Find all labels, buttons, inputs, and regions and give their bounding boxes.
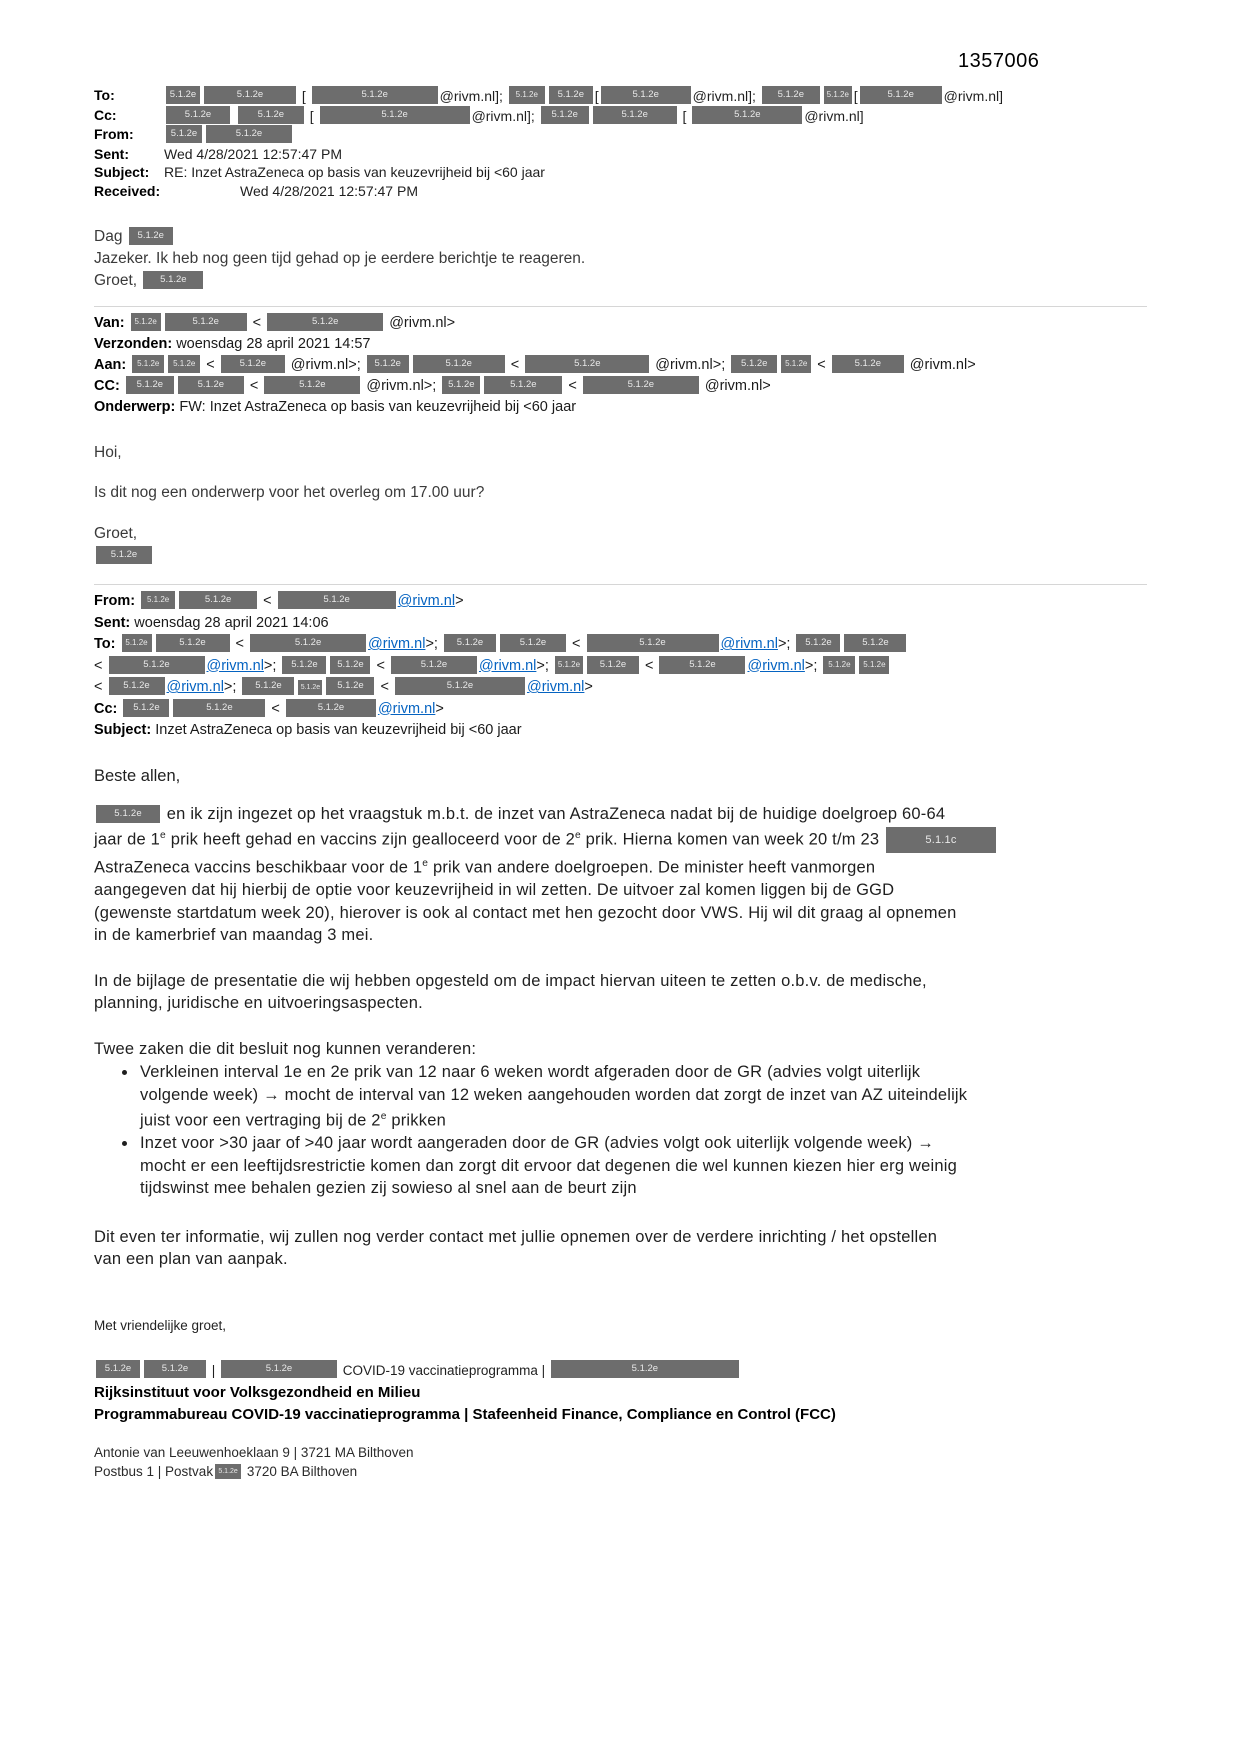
text-run: RE: Inzet AstraZeneca op basis van keuzevrijheid bij <60 jaar [164,164,545,180]
text-line: In de bijlage de presentatie die wij hebben opgesteld om de impact hiervan uiteen te zetten o.b.v. de medische, [94,971,927,990]
intro-two-items [94,1038,1147,1061]
email-link[interactable]: @rivm.nl [166,679,224,695]
text-run: @rivm.nl> [905,357,976,373]
salutation [94,767,1147,786]
text-line [140,1106,1147,1132]
redaction-box: 5.1.2e [242,677,294,695]
text-run: < [248,315,266,331]
field-label: Verzonden: [94,336,177,352]
email-link[interactable]: @rivm.nl [747,657,805,674]
text-run: (gewenste startdatum week 20), hierover is ook al contact met hen gezocht door VWS. Hij wil dit graag al opnemen [94,903,957,922]
text-line: Beste allen, [94,766,181,785]
redaction-box: 5.1.2e [221,355,285,373]
reply-note [94,226,1147,292]
text-run: >; [223,679,241,695]
email-link[interactable]: @rivm.nl [377,700,436,717]
text-run: 3720 BA Bilthoven [243,1464,358,1480]
text-run: en ik zijn ingezet op het vraagstuk m.b.t. de inzet van AstraZeneca nadat bij de huidige doelgroep 60-64 [162,804,946,823]
text-run: prikken [386,1111,446,1130]
text-line [94,313,1147,334]
field-label: Onderwerp: [94,399,180,415]
text-run: < [267,700,284,717]
field-label: Sent: [94,145,129,162]
text-line: Groet, [94,525,138,542]
field-label: From: [94,126,134,142]
text-run: woensdag 28 april 2021 14:57 [176,336,371,352]
redaction-box: 5.1.2e [286,699,376,717]
redaction-box: 5.1.2e [129,227,173,245]
text-line: Hoi, [94,444,122,461]
text-run: Dag [94,228,127,245]
text-line [94,677,1147,699]
text-line [94,591,1147,613]
redaction-box: 5.1.2e [781,355,811,373]
bullet-list [94,1061,1147,1200]
redaction-box: 5.1.2e [583,376,699,394]
redaction-box: 5.1.2e [298,680,322,695]
redaction-box: 5.1.2e [178,376,244,394]
field-row [94,106,1147,126]
text-run: Jazeker. Ik heb nog geen tijd gehad op je eerdere berichtje te reageren. [94,250,586,267]
redaction-box: 5.1.2e [282,656,326,674]
text-run: > [455,593,464,609]
header-fields [94,86,1147,200]
text-line [140,1155,1147,1178]
text-line: van een plan van aanpak. [94,1250,288,1269]
text-line [94,546,1147,565]
text-line [94,924,1147,947]
text-run: Wed 4/28/2021 12:57:47 PM [240,182,418,199]
superscript: e [380,1111,387,1123]
field-label: Van: [94,315,129,331]
text-run: < [202,357,219,373]
email-link[interactable]: @rivm.nl [478,657,537,674]
redaction-box: 5.1.2e [204,86,296,104]
redaction-box: 5.1.2e [109,677,165,695]
redaction-box: 5.1.2e [166,106,230,124]
redaction-box: 5.1.2e [444,634,496,652]
field-label: Aan: [94,357,131,373]
redaction-box: 5.1.2e [141,591,175,609]
text-line [94,1462,1147,1482]
text-run: FW: Inzet AstraZeneca op basis van keuzevrijheid bij <60 jaar [179,399,577,415]
redaction-box: 5.1.2e [484,376,562,394]
text-line [94,656,1147,678]
text-line [94,902,1147,925]
text-line [94,720,1147,742]
text-run: < [564,378,581,394]
text-line [94,270,1147,292]
text-run: AstraZeneca vaccins beschikbaar voor de 1 [94,858,423,877]
superscript: e [422,858,429,870]
superscript: e [160,830,166,841]
field-label: Rijksinstituut voor Volksgezondheid en Milieu [94,1383,421,1401]
text-run: Wed 4/28/2021 12:57:47 PM [164,145,342,162]
redaction-box: 5.1.2e [860,86,942,104]
closing-paragraph [94,1226,1147,1271]
bullet-item [138,1061,1147,1132]
email-content [0,86,1241,1482]
text-run: > [584,679,593,695]
paragraph-1 [94,803,1147,947]
text-run: volgende week) → mocht de interval van 12 weken aangehouden worden dat zorgt de inzet van AZ uiteindelijk [140,1085,968,1104]
text-line [94,248,1147,270]
text-run: @rivm.nl] [804,107,864,124]
text-run: Inzet AstraZeneca op basis van keuzevrijheid bij <60 jaar [155,722,522,738]
field-value [164,145,1147,164]
text-run: Groet, [94,272,142,289]
redaction-box: 5.1.2e [395,677,525,695]
text-run: < [259,593,276,609]
text-line [140,1177,1147,1200]
redaction-box: 5.1.2e [143,271,203,289]
redaction-box: 5.1.2e [659,656,745,674]
text-run: | [208,1362,220,1378]
text-run: < [231,636,249,652]
text-line [140,1084,1147,1107]
field-label: From: [94,593,140,609]
text-run: juist voor een vertraging bij de 2 [140,1111,381,1130]
redaction-box: 5.1.2e [326,677,374,695]
text-line: Twee zaken die dit besluit nog kunnen veranderen: [94,1039,477,1058]
text-run: >; [804,657,822,674]
field-label: Cc: [94,700,122,717]
field-row [94,182,1147,201]
text-run: jaar de 1 [94,830,161,849]
redaction-box: 5.1.2e [312,86,438,104]
redaction-box: 5.1.2e [206,125,292,143]
text-run: [ [298,88,310,104]
text-run: @rivm.nl> [385,315,456,331]
redaction-box: 5.1.2e [264,376,360,394]
redaction-box: 5.1.2e [215,1464,241,1479]
text-run: >; [536,657,553,674]
redaction-box: 5.1.2e [509,86,545,104]
redaction-box: 5.1.2e [96,1360,140,1378]
text-run: prik van andere doelgroepen. De minister heeft vanmorgen [428,858,876,877]
redaction-box: 5.1.2e [500,634,566,652]
redaction-box: 5.1.2e [692,106,802,124]
text-run: @rivm.nl>; [651,357,730,373]
redaction-box: 5.1.2e [731,355,777,373]
text-run: < [245,378,263,394]
redaction-box: 5.1.2e [555,656,583,674]
redaction-box: 5.1.2e [525,355,649,373]
text-line [94,853,1147,879]
greeting-groet [94,525,1147,543]
field-value [164,125,1147,145]
redaction-box: 5.1.2e [551,1360,739,1378]
redaction-box: 5.1.2e [238,106,304,124]
signature-block [94,1360,1147,1426]
text-line [140,1061,1147,1084]
redaction-box: 5.1.2e [859,656,889,674]
text-line: Is dit nog een onderwerp voor het overleg om 17.00 uur? [94,484,485,501]
paragraph-2 [94,970,1147,1015]
text-line [140,1132,1147,1155]
quoted-header-1 [94,313,1147,418]
text-run: aangegeven dat hij hierbij de optie voor keuzevrijheid in wil zetten. De uitvoer zal komen liggen bij de GGD [94,881,895,900]
redaction-box: 5.1.2e [123,699,169,717]
text-line [94,334,1147,355]
text-line [94,1382,1147,1404]
text-run: @rivm.nl> [700,378,771,394]
field-row [94,163,1147,182]
text-run: @rivm.nl]; [692,88,760,104]
redaction-box: 5.1.2e [593,106,677,124]
text-run: < [372,657,389,674]
text-line [94,634,1147,656]
text-run: < [813,357,830,373]
redaction-box: 5.1.2e [156,634,230,652]
redaction-box: 5.1.2e [168,355,200,373]
separator-2 [94,584,1147,585]
text-line [94,825,1147,853]
field-label: CC: [94,378,124,394]
regards-line [94,1318,1147,1333]
email-link[interactable]: @rivm.nl [368,636,426,652]
text-run: [ [678,107,691,124]
text-run: @rivm.nl>; [286,357,365,373]
text-run: [ [853,88,858,104]
text-run: < [94,657,107,674]
text-line [94,397,1147,418]
text-run: < [640,657,658,674]
text-run: @rivm.nl] [943,88,1003,104]
text-run: mocht er een leeftijdsrestrictie komen dan zorgt dit ervoor dat degenen die wel kunnen kiezen hier erg weinig [140,1156,957,1175]
text-line: Met vriendelijke groet, [94,1317,227,1333]
text-line [94,226,1147,248]
redaction-box: 5.1.2e [221,1360,337,1378]
text-line [94,1443,1147,1463]
text-run: @rivm.nl]; [439,88,507,104]
text-run: Verkleinen interval 1e en 2e prik van 12 naar 6 weken wordt afgeraden door de GR (advies volgt uiterlijk [140,1063,921,1082]
redaction-box: 5.1.2e [109,656,205,674]
bullet-item [138,1132,1147,1200]
greeting-hoi [94,444,1147,462]
text-run [232,108,236,124]
field-row [94,86,1147,106]
superscript: e [575,830,581,841]
redaction-box: 5.1.2e [391,656,477,674]
text-run: prik. Hierna komen van week 20 t/m 23 [580,830,884,849]
redaction-box: 5.1.2e [96,546,152,564]
text-line [94,699,1147,721]
separator-1 [94,306,1147,307]
redaction-box: 5.1.2e [166,125,202,143]
redaction-box: 5.1.2e [126,376,174,394]
field-label: Sent: [94,614,135,631]
text-run: < [376,679,393,695]
field-label: Subject: [94,164,150,180]
redaction-box: 5.1.2e [165,313,247,331]
redaction-box: 5.1.2e [173,699,265,717]
field-value [164,86,1147,106]
redaction-box: 5.1.2e [122,634,152,652]
redaction-box: 5.1.2e [541,106,589,124]
text-run: in de kamerbrief van maandag 3 mei. [94,926,374,945]
text-run: COVID-19 vaccinatieprogramma | [339,1362,549,1378]
redaction-box: 5.1.2e [587,656,639,674]
redaction-box: 5.1.2e [824,86,852,104]
question-line [94,484,1147,502]
redaction-box: 5.1.2e [179,591,257,609]
text-run: [ [305,107,318,124]
address-block [94,1443,1147,1482]
field-label: Subject: [94,722,156,738]
text-run: >; [777,636,795,652]
redaction-box: 5.1.2e [762,86,820,104]
text-run: [ [594,88,599,104]
text-line [94,803,1147,826]
redaction-box: 5.1.2e [442,376,480,394]
field-value [164,182,1147,201]
email-link[interactable]: @rivm.nl [720,636,778,652]
text-run: >; [425,636,442,652]
text-run: >; [263,657,281,674]
text-run: prik heeft gehad en vaccins zijn gealloceerd voor de 2 [165,830,575,849]
redaction-box: 5.1.2e [549,86,593,104]
field-label: To: [94,636,120,652]
redaction-box: 5.1.2e [796,634,840,652]
field-label: Cc: [94,106,117,123]
field-row [94,145,1147,164]
text-line: Dit even ter informatie, wij zullen nog verder contact met jullie opnemen over de verdere inrichting / het opstellen [94,1227,938,1246]
text-line [94,1404,1147,1426]
redaction-box: 5.1.2e [587,634,719,652]
email-link[interactable]: @rivm.nl [397,593,456,609]
field-label: Received: [94,182,161,199]
text-line [94,376,1147,397]
redaction-box: 5.1.2e [823,656,855,674]
redaction-box: 5.1.2e [250,634,366,652]
redaction-box: 5.1.2e [132,355,164,373]
redaction-box: 5.1.2e [413,355,505,373]
field-row [94,125,1147,145]
text-run: Inzet voor >30 jaar of >40 jaar wordt aangeraden door de GR (advies volgt ook uiterlijk volgende week) → [140,1134,934,1153]
text-run: Postbus 1 | Postvak [94,1464,214,1480]
redaction-box: 5.1.2e [144,1360,206,1378]
text-line [94,613,1147,635]
text-line [94,1360,1147,1382]
field-label: To: [94,87,115,103]
redaction-box: 5.1.2e [367,355,409,373]
redaction-box: 5.1.2e [601,86,691,104]
text-run: < [506,357,524,373]
text-run: @rivm.nl]; [471,107,539,124]
text-run: @rivm.nl>; [362,378,441,394]
text-line [94,879,1147,902]
redaction-box: 5.1.2e [278,591,396,609]
redaction-box: 5.1.2e [96,805,160,823]
groet-redaction [94,546,1147,565]
field-label: Programmabureau COVID-19 vaccinatieprogramma | Stafeenheid Finance, Compliance en Control (FCC) [94,1405,836,1423]
redaction-box: 5.1.2e [320,106,470,124]
text-run: woensdag 28 april 2021 14:06 [134,614,329,631]
text-run: > [435,700,444,717]
email-link[interactable]: @rivm.nl [206,657,264,674]
redaction-box: 5.1.2e [131,313,161,331]
text-run: Antonie van Leeuwenhoeklaan 9 | 3721 MA Bilthoven [94,1444,414,1460]
field-value [164,106,1147,126]
email-link[interactable]: @rivm.nl [526,679,585,695]
redaction-box: 5.1.1c [886,827,996,853]
text-run: < [567,636,585,652]
redaction-box: 5.1.2e [832,355,904,373]
redaction-box: 5.1.2e [166,86,200,104]
text-run: tijdswinst mee behalen gezien zij sowieso al snel aan de beurt zijn [140,1179,637,1198]
text-line: planning, juridische en uitvoeringsaspecten. [94,994,423,1013]
text-line [94,355,1147,376]
field-value [164,163,1147,182]
redaction-box: 5.1.2e [267,313,383,331]
redaction-box: 5.1.2e [844,634,906,652]
text-run: < [94,679,107,695]
quoted-header-2 [94,591,1147,742]
redaction-box: 5.1.2e [330,656,370,674]
document-number: 1357006 [958,50,1040,72]
